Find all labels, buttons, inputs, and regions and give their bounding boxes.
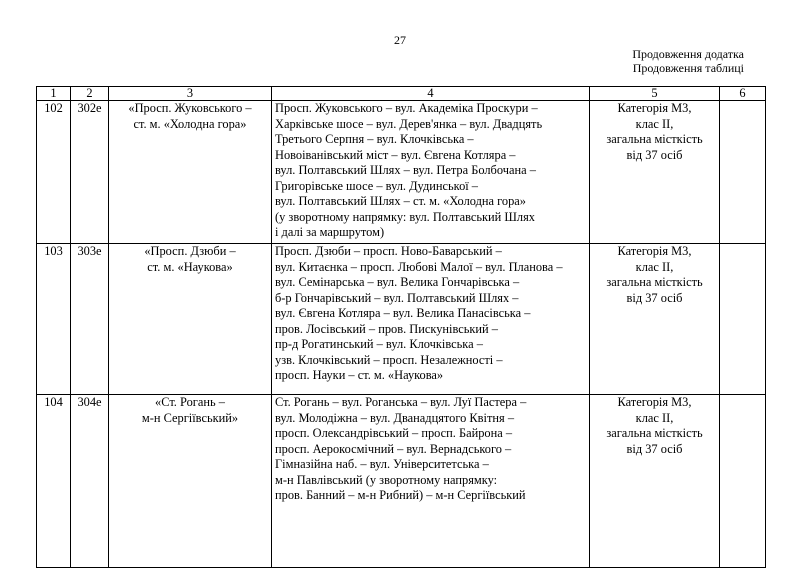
route-path-line: вул. Семінарська – вул. Велика Гончарівська – bbox=[275, 275, 520, 289]
route-path-line: узв. Клочківський – просп. Незалежності – bbox=[275, 352, 503, 367]
column-6-cell bbox=[720, 395, 766, 568]
route-path-line: Ст. Рогань – вул. Роганська – вул. Луї Пастера – bbox=[275, 395, 527, 409]
route-name bbox=[109, 244, 272, 395]
route-number: 302е bbox=[71, 101, 109, 244]
category-line: Категорія М3, bbox=[617, 395, 692, 409]
route-path-line: просп. Науки – ст. м. «Наукова» bbox=[275, 368, 444, 382]
routes-table bbox=[36, 86, 766, 568]
route-path-line: вул. Китаєнка – просп. Любові Малої – вул. Планова – bbox=[275, 259, 563, 274]
route-path bbox=[272, 101, 590, 244]
category-line: від 37 осіб bbox=[626, 290, 683, 305]
category-line: від 37 осіб bbox=[626, 441, 683, 456]
category-line: загальна місткість bbox=[606, 132, 703, 146]
route-path-line: Просп. Дзюби – просп. Ново-Баварський – bbox=[275, 244, 502, 258]
table-row bbox=[37, 101, 766, 244]
route-path-line: Гімназійна наб. – вул. Університетська – bbox=[275, 457, 489, 471]
route-path-line: просп. Аерокосмічний – вул. Вернадського – bbox=[275, 441, 512, 456]
route-path-line: м-н Павлівський (у зворотному напрямку: bbox=[275, 472, 498, 487]
route-number: 303е bbox=[71, 244, 109, 395]
route-name-line: «Просп. Жуковського – bbox=[128, 101, 252, 115]
category-line: клас ІІ, bbox=[635, 116, 674, 131]
route-path-line: Третього Серпня – вул. Клочківська – bbox=[275, 132, 474, 146]
route-number: 304е bbox=[71, 395, 109, 568]
category-line: від 37 осіб bbox=[626, 147, 683, 162]
table-row bbox=[37, 244, 766, 395]
route-path-line: Новоіванівський міст – вул. Євгена Котляра – bbox=[275, 147, 516, 162]
header-cell: 6 bbox=[720, 87, 766, 101]
route-name bbox=[109, 101, 272, 244]
route-path bbox=[272, 244, 590, 395]
route-path-line: просп. Олександрівський – просп. Байрона – bbox=[275, 426, 513, 440]
route-name-line: «Ст. Рогань – bbox=[155, 395, 225, 409]
row-number: 103 bbox=[37, 244, 71, 395]
column-6-cell bbox=[720, 244, 766, 395]
header-cell: 4 bbox=[272, 87, 590, 101]
route-name bbox=[109, 395, 272, 568]
route-path-line: пров. Банний – м-н Рибний) – м-н Сергіївський bbox=[275, 488, 526, 502]
route-path-line: (у зворотному напрямку: вул. Полтавський Шлях bbox=[275, 209, 535, 224]
route-name-line: «Просп. Дзюби – bbox=[144, 244, 236, 258]
header-cell: 3 bbox=[109, 87, 272, 101]
route-path-line: і далі за маршрутом) bbox=[275, 225, 385, 239]
route-path-line: пров. Лосівський – пров. Пискунівський – bbox=[275, 321, 498, 336]
continuation-note bbox=[632, 47, 744, 75]
route-name-line: ст. м. «Наукова» bbox=[147, 259, 233, 274]
row-number: 104 bbox=[37, 395, 71, 568]
route-path-line: Харківське шосе – вул. Дерев'янка – вул. Двадцять bbox=[275, 116, 543, 131]
category-line: загальна місткість bbox=[606, 275, 703, 289]
route-path-line: б-р Гончарівський – вул. Полтавський Шлях – bbox=[275, 290, 519, 305]
row-number: 102 bbox=[37, 101, 71, 244]
route-path-line: Григорівське шосе – вул. Дудинської – bbox=[275, 178, 478, 193]
route-path-line: пр-д Рогатинський – вул. Клочківська – bbox=[275, 337, 483, 351]
route-name-line: м-н Сергіївський» bbox=[141, 410, 239, 425]
vehicle-category bbox=[590, 244, 720, 395]
vehicle-category bbox=[590, 395, 720, 568]
header-cell: 2 bbox=[71, 87, 109, 101]
route-name-line: ст. м. «Холодна гора» bbox=[133, 116, 247, 131]
category-line: Категорія М3, bbox=[617, 101, 692, 115]
page-number: 27 bbox=[394, 33, 406, 47]
route-path-line: вул. Полтавський Шлях – ст. м. «Холодна гора» bbox=[275, 194, 526, 208]
table-header-row bbox=[37, 87, 766, 101]
table-row bbox=[37, 395, 766, 568]
header-cell: 1 bbox=[37, 87, 71, 101]
route-path-line: вул. Полтавський Шлях – вул. Петра Болбочана – bbox=[275, 163, 536, 177]
header-cell: 5 bbox=[590, 87, 720, 101]
continuation-annex: Продовження додатка bbox=[632, 47, 744, 61]
route-path-line: вул. Молодіжна – вул. Дванадцятого Квітня – bbox=[275, 410, 515, 425]
column-6-cell bbox=[720, 101, 766, 244]
route-path-line: вул. Євгена Котляра – вул. Велика Панасівська – bbox=[275, 306, 531, 320]
route-path-line: Просп. Жуковського – вул. Академіка Проскури – bbox=[275, 101, 538, 115]
category-line: загальна місткість bbox=[606, 426, 703, 440]
continuation-table: Продовження таблиці bbox=[632, 61, 744, 75]
route-path bbox=[272, 395, 590, 568]
vehicle-category bbox=[590, 101, 720, 244]
category-line: клас ІІ, bbox=[635, 410, 674, 425]
category-line: клас ІІ, bbox=[635, 259, 674, 274]
category-line: Категорія М3, bbox=[617, 244, 692, 258]
